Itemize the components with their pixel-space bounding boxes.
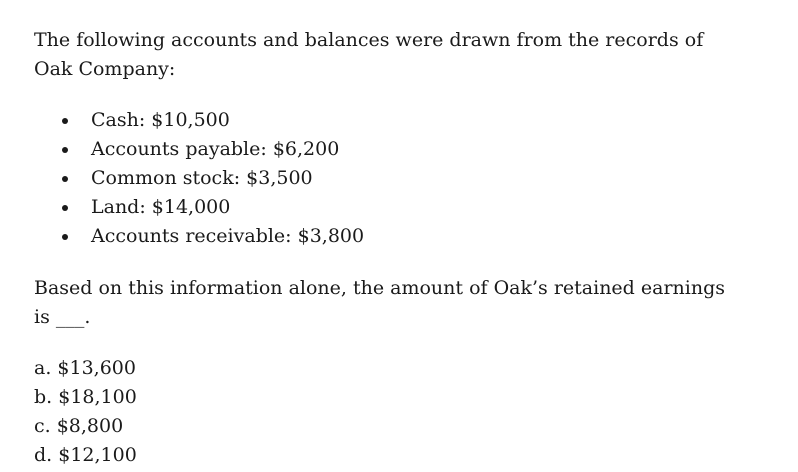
account-text: Accounts receivable: $3,800 — [91, 225, 365, 247]
option-a: a. $13,600 — [34, 357, 136, 379]
list-item — [0, 193, 364, 222]
answer-options — [34, 354, 137, 470]
list-item — [0, 135, 364, 164]
question-paragraph: Based on this information alone, the amount of Oak’s retained earnings is ___. — [34, 277, 725, 328]
list-item — [0, 164, 364, 193]
intro-paragraph: The following accounts and balances were drawn from the records of Oak Company: — [34, 29, 704, 80]
account-list — [0, 106, 364, 251]
bullet-icon — [62, 147, 68, 153]
account-text: Common stock: $3,500 — [91, 167, 313, 189]
account-text: Land: $14,000 — [91, 196, 231, 218]
bullet-icon — [62, 176, 68, 182]
option-d: d. $12,100 — [34, 444, 137, 466]
list-item — [0, 106, 364, 135]
account-text: Accounts payable: $6,200 — [91, 138, 340, 160]
account-text: Cash: $10,500 — [91, 109, 230, 131]
bullet-icon — [62, 205, 68, 211]
option-b: b. $18,100 — [34, 386, 137, 408]
list-item — [0, 222, 364, 251]
bullet-icon — [62, 234, 68, 240]
bullet-icon — [62, 118, 68, 124]
option-c: c. $8,800 — [34, 415, 124, 437]
